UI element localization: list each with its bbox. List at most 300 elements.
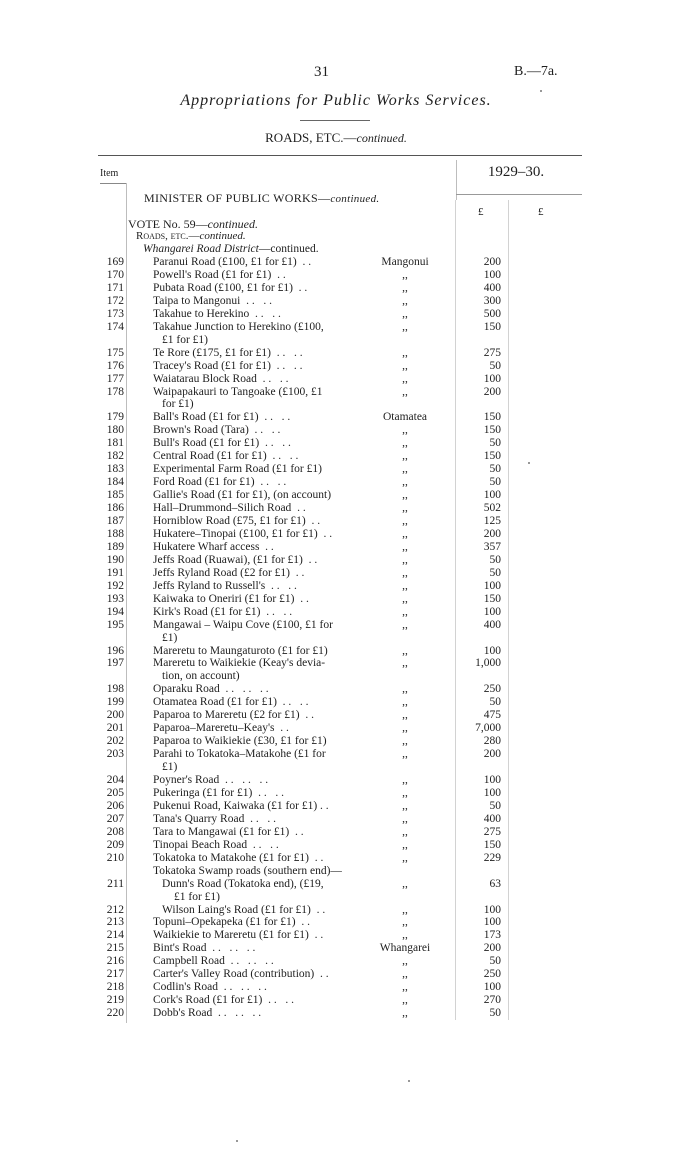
item-number: 176 [106, 359, 124, 372]
dot-leader: . . . . . . [219, 683, 269, 696]
item-amount: 50 [489, 437, 501, 450]
item-amount: 150 [483, 320, 501, 333]
item-locality: ,, [402, 838, 408, 851]
item-number: 191 [106, 566, 124, 579]
table-row [0, 800, 700, 813]
table-row [0, 360, 700, 373]
item-number: 170 [106, 268, 124, 281]
item-amount: 280 [483, 735, 501, 748]
table-row [0, 567, 700, 580]
minister-heading-main: MINISTER OF PUBLIC WORKS— [144, 191, 331, 205]
item-header-rule [100, 183, 126, 184]
dot-leader: . . [271, 268, 286, 281]
item-number: 173 [106, 307, 124, 320]
table-row [0, 437, 700, 450]
table-row [0, 373, 700, 386]
item-locality: ,, [402, 346, 408, 359]
year-column-header: 1929–30. [487, 164, 545, 180]
item-amount: 100 [483, 579, 501, 592]
item-locality: ,, [402, 786, 408, 799]
dot-leader: . . [295, 916, 310, 929]
item-locality: ,, [402, 683, 408, 696]
item-description: Tracey's Road (£1 for £1) . . . . [153, 359, 303, 372]
dot-leader: . . [289, 825, 304, 838]
item-number: 189 [106, 540, 124, 553]
item-amount: 50 [489, 696, 501, 709]
item-description-continuation: £1 for £1) [162, 333, 208, 346]
item-description: Ford Road (£1 for £1) . . . . [153, 476, 287, 489]
dot-leader: . . [317, 527, 333, 540]
table-row [0, 709, 700, 722]
district-heading-suffix: —continued. [258, 243, 319, 255]
item-description-continuation: £1) [162, 761, 178, 774]
item-locality: ,, [402, 825, 408, 838]
item-amount: 150 [483, 411, 501, 424]
minister-heading [144, 191, 379, 206]
currency-symbol-1: £ [478, 206, 484, 218]
table-row [0, 735, 700, 748]
item-number: 214 [106, 929, 124, 942]
item-description: Horniblow Road (£75, £1 for £1) . . [153, 515, 321, 527]
dot-leader: . . [294, 592, 309, 605]
item-locality: Otamatea [382, 411, 428, 424]
item-amount: 200 [483, 256, 501, 268]
item-number: 179 [106, 411, 124, 424]
item-number: 215 [106, 942, 124, 955]
item-description: Paparoa to Mareretu (£2 for £1) . . [153, 709, 314, 722]
page-number: 31 [314, 64, 329, 80]
item-amount: 300 [483, 294, 501, 307]
item-description: Codlin's Road . . . . . . [153, 981, 267, 994]
item-locality: ,, [402, 877, 408, 890]
item-locality: ,, [402, 320, 408, 333]
dot-leader: . . [289, 566, 305, 579]
currency-symbol-2: £ [538, 206, 544, 218]
roads-heading [136, 230, 246, 242]
item-locality: ,, [402, 553, 408, 566]
item-locality: ,, [402, 929, 408, 942]
dot-leader: . . [309, 851, 324, 864]
table-row [0, 476, 700, 489]
item-number: 175 [106, 346, 124, 359]
item-number: 198 [106, 683, 124, 696]
item-description: Poyner's Road . . . . . . [153, 774, 269, 786]
item-description: Experimental Farm Road (£1 for £1) [153, 463, 322, 476]
item-locality: ,, [402, 268, 408, 281]
item-locality: ,, [402, 359, 408, 372]
item-number: 211 [107, 877, 124, 890]
item-description: Wilson Laing's Road (£1 for £1) . . [162, 903, 326, 916]
item-number: 203 [106, 748, 124, 761]
dot-leader: . . . . [249, 307, 281, 320]
table-row [0, 308, 700, 321]
item-number: 218 [106, 981, 124, 994]
item-amount: 150 [483, 592, 501, 605]
document-reference: B.—7a. [514, 64, 558, 79]
item-description: Hukatere–Tinopai (£100, £1 for £1) . . [153, 527, 333, 540]
item-locality: ,, [402, 540, 408, 553]
item-amount: 400 [483, 618, 501, 631]
item-amount: 150 [483, 450, 501, 463]
table-row [0, 916, 700, 929]
dot-leader: . . [302, 553, 318, 566]
dot-leader: . . . . [254, 476, 287, 489]
table-row [0, 722, 700, 735]
item-locality: ,, [402, 476, 408, 489]
item-number: 193 [106, 592, 124, 605]
dot-leader: . . [310, 903, 326, 916]
item-number: 216 [106, 955, 124, 968]
item-description: Campbell Road . . . . . . [153, 955, 274, 968]
table-row [0, 386, 700, 399]
item-locality: ,, [402, 527, 408, 540]
item-description: Otamatea Road (£1 for £1) . . . . [153, 696, 309, 709]
item-locality: ,, [402, 502, 408, 515]
item-number: 206 [106, 799, 124, 812]
item-amount: 250 [483, 968, 501, 981]
table-row [0, 528, 700, 541]
roads-heading-main: Roads, etc.— [136, 230, 200, 242]
item-description: Mareretu to Waikiekie (Keay's devia- [153, 657, 326, 670]
table-row [0, 515, 700, 528]
item-number: 212 [106, 903, 124, 916]
vote-heading-italic: continued. [207, 217, 258, 231]
item-number: 200 [106, 709, 124, 722]
item-description: Jeffs Ryland to Russell's . . . . [153, 579, 297, 592]
item-amount: 100 [483, 903, 501, 916]
item-description: Takahue to Herekino . . . . [153, 307, 281, 320]
table-row [0, 981, 700, 994]
table-row [0, 748, 700, 761]
item-description: Waiatarau Block Road . . . . [153, 372, 289, 385]
item-number: 185 [106, 489, 124, 502]
item-description: Tara to Mangawai (£1 for £1) . . [153, 825, 304, 838]
item-number: 194 [106, 605, 124, 618]
table-row [0, 619, 700, 632]
item-amount: 100 [483, 372, 501, 385]
item-locality: ,, [402, 981, 408, 994]
item-locality: ,, [402, 709, 408, 722]
item-locality: ,, [402, 605, 408, 618]
item-description: Tinopai Beach Road . . . . [153, 838, 279, 851]
minister-heading-italic: continued. [330, 193, 380, 205]
item-locality: ,, [402, 566, 408, 579]
scan-speck [236, 1140, 238, 1142]
item-description: Central Road (£1 for £1) . . . . [153, 450, 299, 463]
item-locality: ,, [402, 774, 408, 786]
item-amount: 50 [489, 359, 501, 372]
item-number: 172 [106, 294, 124, 307]
item-description: Te Rore (£175, £1 for £1) . . . . [153, 346, 303, 359]
item-locality: ,, [402, 1007, 408, 1020]
item-number: 192 [106, 579, 124, 592]
item-description: Mareretu to Maungaturoto (£1 for £1) [153, 644, 328, 657]
item-number: 181 [106, 437, 124, 450]
item-amount: 275 [483, 825, 501, 838]
item-amount: 50 [489, 476, 501, 489]
dot-leader: . . . . . . [206, 942, 256, 955]
item-number: 178 [106, 385, 124, 398]
item-number: 197 [106, 657, 124, 670]
dot-leader: . . . . . . [224, 955, 274, 968]
dot-leader: . . [305, 515, 321, 527]
item-description: Tokatoka to Matakohe (£1 for £1) . . [153, 851, 324, 864]
table-row [0, 904, 700, 917]
item-description: Hall–Drummond–Silich Road . . [153, 502, 306, 515]
item-number: 208 [106, 825, 124, 838]
item-amount: 100 [483, 489, 501, 502]
item-locality: Whangarei [379, 942, 431, 955]
item-locality: ,, [402, 385, 408, 398]
table-row [0, 347, 700, 360]
item-amount: 150 [483, 424, 501, 437]
item-description: Jeffs Ryland Road (£2 for £1) . . [153, 566, 305, 579]
section-title-italic: continued. [356, 131, 407, 145]
table-row [0, 554, 700, 567]
dot-leader: . . . . [258, 411, 291, 424]
item-amount: 125 [483, 515, 501, 527]
item-description: Topuni–Opekapeka (£1 for £1) . . [153, 916, 310, 929]
item-amount: 357 [483, 540, 501, 553]
table-row [0, 256, 700, 269]
item-number: 207 [106, 812, 124, 825]
item-locality: ,, [402, 799, 408, 812]
item-number: 195 [106, 618, 124, 631]
table-row [0, 450, 700, 463]
item-locality: ,, [402, 968, 408, 981]
dot-leader: . . [274, 722, 289, 735]
item-number: 186 [106, 502, 124, 515]
item-amount: 100 [483, 786, 501, 799]
table-top-rule [98, 155, 582, 156]
item-number: 219 [106, 994, 124, 1007]
table-row [0, 787, 700, 800]
dot-leader: . . [259, 540, 274, 553]
dot-leader: . . [292, 281, 308, 294]
table-row [0, 968, 700, 981]
table-row [0, 994, 700, 1007]
item-locality: ,, [402, 903, 408, 916]
section-title [0, 130, 672, 146]
item-description: Pukeringa (£1 for £1) . . . . [153, 786, 284, 799]
item-description: Ball's Road (£1 for £1) . . . . [153, 411, 291, 424]
table-row [0, 955, 700, 968]
item-locality: ,, [402, 489, 408, 502]
item-description: Pubata Road (£100, £1 for £1) . . [153, 281, 308, 294]
dot-leader: . . . . . . [212, 1007, 262, 1020]
item-description-continuation: £1) [162, 631, 178, 644]
item-amount: 200 [483, 748, 501, 761]
scan-speck [408, 1080, 410, 1082]
table-row [0, 411, 700, 424]
scan-speck [540, 90, 542, 92]
item-description: Bint's Road . . . . . . [153, 942, 256, 955]
dot-leader: . . . . [247, 838, 279, 851]
item-amount: 502 [483, 502, 501, 515]
table-row [0, 683, 700, 696]
item-description: Taipa to Mangonui . . . . [153, 294, 272, 307]
item-locality: ,, [402, 696, 408, 709]
title-rule [300, 120, 370, 121]
item-description: Cork's Road (£1 for £1) . . . . [153, 994, 295, 1007]
item-amount: 63 [489, 877, 501, 890]
item-description: Kaiwaka to Oneriri (£1 for £1) . . [153, 592, 309, 605]
item-description: Takahue Junction to Herekino (£100, [153, 320, 324, 333]
item-locality: ,, [402, 618, 408, 631]
table-row [0, 852, 700, 865]
item-number: 210 [106, 851, 124, 864]
item-locality: ,, [402, 294, 408, 307]
item-amount: 50 [489, 1007, 501, 1020]
item-description: Paranui Road (£100, £1 for £1) . . [153, 256, 312, 268]
item-number: 196 [106, 644, 124, 657]
table-row [0, 580, 700, 593]
item-number: 177 [106, 372, 124, 385]
dot-leader: . . [314, 968, 329, 981]
item-description: Parahi to Tokatoka–Matakohe (£1 for [153, 748, 326, 761]
item-description-continuation: tion, on account) [162, 670, 240, 683]
item-locality: ,, [402, 437, 408, 450]
table-row [0, 606, 700, 619]
table-row [0, 774, 700, 787]
item-number: 169 [106, 256, 124, 268]
item-number: 217 [106, 968, 124, 981]
item-amount: 200 [483, 942, 501, 955]
scan-speck [528, 462, 530, 464]
item-description: Oparaku Road . . . . . . [153, 683, 269, 696]
item-amount: 1,000 [475, 657, 501, 670]
district-heading [143, 243, 319, 255]
table-row [0, 282, 700, 295]
item-description: Carter's Valley Road (contribution) . . [153, 968, 329, 981]
item-number: 201 [106, 722, 124, 735]
item-description: Bull's Road (£1 for £1) . . . . [153, 437, 291, 450]
table-row [0, 593, 700, 606]
item-locality: Mangonui [381, 256, 429, 268]
page-title: Appropriations for Public Works Services. [180, 92, 492, 109]
item-locality: ,, [402, 916, 408, 929]
table-row [0, 463, 700, 476]
item-amount: 7,000 [475, 722, 501, 735]
item-locality: ,, [402, 450, 408, 463]
item-number: 174 [106, 320, 124, 333]
roads-heading-italic: continued. [199, 230, 246, 242]
item-description: Mangawai – Waipu Cove (£100, £1 for [153, 618, 333, 631]
item-column-header: Item [100, 168, 119, 179]
item-description: Gallie's Road (£1 for £1), (on account) [153, 489, 332, 502]
item-locality: ,, [402, 644, 408, 657]
item-number: 213 [106, 916, 124, 929]
dot-leader: . . . . [248, 424, 281, 437]
item-number: 180 [106, 424, 124, 437]
item-description: Powell's Road (£1 for £1) . . [153, 268, 286, 281]
item-amount: 400 [483, 281, 501, 294]
item-locality: ,, [402, 515, 408, 527]
table-row [0, 942, 700, 955]
item-locality: ,, [402, 372, 408, 385]
item-amount: 400 [483, 812, 501, 825]
item-amount: 100 [483, 774, 501, 786]
table-row [0, 295, 700, 308]
dot-leader: . . . . [259, 437, 291, 450]
item-amount: 50 [489, 566, 501, 579]
item-locality: ,, [402, 424, 408, 437]
item-description: Waipapakauri to Tangoake (£100, £1 [153, 385, 323, 398]
item-locality: ,, [402, 592, 408, 605]
money-header-rule [456, 194, 582, 195]
item-amount: 250 [483, 683, 501, 696]
dot-leader: . . . . [266, 450, 299, 463]
item-amount: 100 [483, 981, 501, 994]
vote-heading-main: VOTE No. 59— [128, 217, 208, 231]
item-number: 183 [106, 463, 124, 476]
item-amount: 475 [483, 709, 501, 722]
item-locality: ,, [402, 748, 408, 761]
item-description: Brown's Road (Tara) . . . . [153, 424, 281, 437]
table-row [0, 269, 700, 282]
item-amount: 200 [483, 385, 501, 398]
table-row [0, 929, 700, 942]
item-amount: 100 [483, 644, 501, 657]
table-row [0, 826, 700, 839]
item-amount: 275 [483, 346, 501, 359]
item-number: 182 [106, 450, 124, 463]
table-row [0, 1007, 700, 1020]
item-number: 204 [106, 774, 124, 786]
item-amount: 100 [483, 605, 501, 618]
item-locality: ,, [402, 994, 408, 1007]
item-amount: 50 [489, 955, 501, 968]
dot-leader: . . . . [252, 786, 284, 799]
item-amount: 50 [489, 799, 501, 812]
district-heading-italic: Whangarei Road District [143, 243, 259, 255]
table-row [0, 424, 700, 437]
item-locality: ,, [402, 579, 408, 592]
item-amount: 229 [483, 851, 501, 864]
dot-leader: . . . . [276, 696, 309, 709]
table-row [0, 813, 700, 826]
dot-leader: . . . . . . [219, 774, 269, 786]
dot-leader: . . . . . . [218, 981, 267, 994]
table-row [0, 541, 700, 554]
item-locality: ,, [402, 463, 408, 476]
item-amount: 100 [483, 916, 501, 929]
item-number: 187 [106, 515, 124, 527]
item-locality: ,, [402, 851, 408, 864]
item-description: Paparoa to Waikiekie (£30, £1 for £1) [153, 735, 327, 748]
table-row [0, 489, 700, 502]
item-amount: 500 [483, 307, 501, 320]
item-description: Hukatere Wharf access . . [153, 540, 274, 553]
dot-leader: . . [291, 502, 306, 515]
item-number: 184 [106, 476, 124, 489]
table-row [0, 839, 700, 852]
item-amount: 150 [483, 838, 501, 851]
section-title-main: ROADS, ETC.— [265, 130, 357, 145]
table-row [0, 645, 700, 658]
dot-leader: . . . . [244, 812, 276, 825]
item-description: Tana's Quarry Road . . . . [153, 812, 276, 825]
item-number: 171 [106, 281, 124, 294]
item-description: Paparoa–Mareretu–Keay's . . [153, 722, 289, 735]
table-row [0, 657, 700, 670]
item-amount: 50 [489, 553, 501, 566]
item-number: 220 [106, 1007, 124, 1020]
item-number: 202 [106, 735, 124, 748]
dot-leader: . . . . [265, 579, 297, 592]
item-locality: ,, [402, 812, 408, 825]
table-row [0, 502, 700, 515]
